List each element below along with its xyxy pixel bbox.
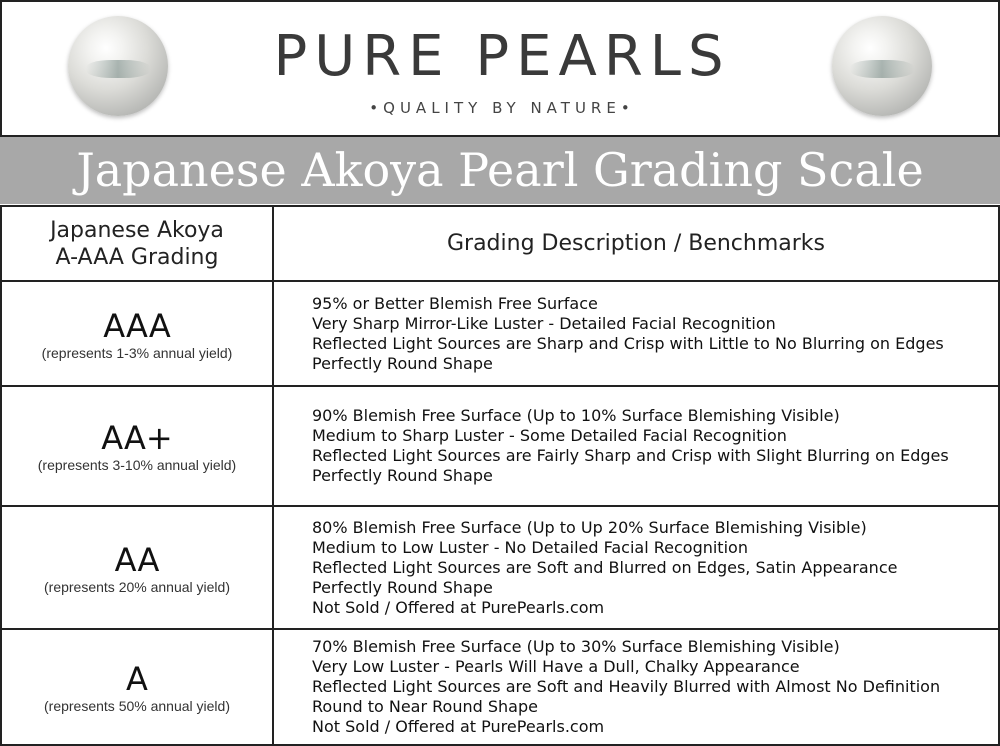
description-line: Reflected Light Sources are Soft and Blurred on Edges, Satin Appearance	[312, 557, 898, 577]
description-cell	[273, 281, 999, 386]
description-line: Reflected Light Sources are Soft and Heavily Blurred with Almost No Definition	[312, 677, 941, 696]
grade-label: A	[126, 660, 148, 698]
yield-note: (represents 50% annual yield)	[44, 698, 230, 714]
grade-label: AAA	[103, 306, 171, 345]
grade-column-header-line2: A-AAA Grading	[55, 244, 219, 270]
description-line: Perfectly Round Shape	[312, 466, 493, 485]
brand-header	[0, 0, 1000, 137]
table-row	[1, 629, 999, 745]
grade-label: AA+	[101, 419, 173, 457]
table-row	[1, 281, 999, 386]
table-row	[1, 386, 999, 506]
description-line: Reflected Light Sources are Fairly Sharp and Crisp with Slight Blurring on Edges	[312, 446, 949, 465]
table-row	[1, 506, 999, 629]
brand-tagline: •QUALITY BY NATURE•	[369, 99, 635, 117]
description-cell	[273, 629, 999, 745]
description-line: Medium to Sharp Luster - Some Detailed Facial Recognition	[312, 426, 787, 445]
yield-note: (represents 1-3% annual yield)	[41, 344, 233, 361]
description-line: Perfectly Round Shape	[312, 577, 493, 597]
grade-column-header-line1: Japanese Akoya	[50, 217, 224, 243]
yield-note: (represents 20% annual yield)	[44, 578, 230, 595]
description-line: Very Low Luster - Pearls Will Have a Dull, Chalky Appearance	[312, 657, 800, 676]
description-line: Reflected Light Sources are Sharp and Crisp with Little to No Blurring on Edges	[312, 333, 944, 353]
yield-note: (represents 3-10% annual yield)	[37, 457, 237, 473]
grade-column-header	[1, 206, 273, 281]
description-line: Medium to Low Luster - No Detailed Facial Recognition	[312, 537, 748, 557]
description-line: 70% Blemish Free Surface (Up to 30% Surface Blemishing Visible)	[312, 637, 840, 656]
table-header-row	[1, 206, 999, 281]
description-line: Round to Near Round Shape	[312, 697, 538, 716]
description-line: 90% Blemish Free Surface (Up to 10% Surface Blemishing Visible)	[312, 406, 840, 425]
grade-label: AA	[114, 540, 160, 579]
description-line: Not Sold / Offered at PurePearls.com	[312, 717, 605, 736]
grade-cell	[1, 629, 273, 745]
description-cell	[273, 386, 999, 506]
grade-cell	[1, 281, 273, 386]
page-title: Japanese Akoya Pearl Grading Scale	[0, 137, 1000, 204]
brand-logo-text: PURE PEARLS	[273, 24, 731, 89]
description-line: Perfectly Round Shape	[312, 353, 493, 373]
description-line: Not Sold / Offered at PurePearls.com	[312, 597, 605, 617]
grade-cell	[1, 506, 273, 629]
grading-table	[0, 205, 1000, 746]
description-line: Very Sharp Mirror-Like Luster - Detailed Facial Recognition	[312, 313, 776, 333]
description-cell	[273, 506, 999, 629]
description-line: 95% or Better Blemish Free Surface	[312, 293, 598, 313]
description-line: 80% Blemish Free Surface (Up to Up 20% Surface Blemishing Visible)	[312, 517, 867, 537]
description-column-header: Grading Description / Benchmarks	[273, 206, 999, 281]
grade-cell	[1, 386, 273, 506]
